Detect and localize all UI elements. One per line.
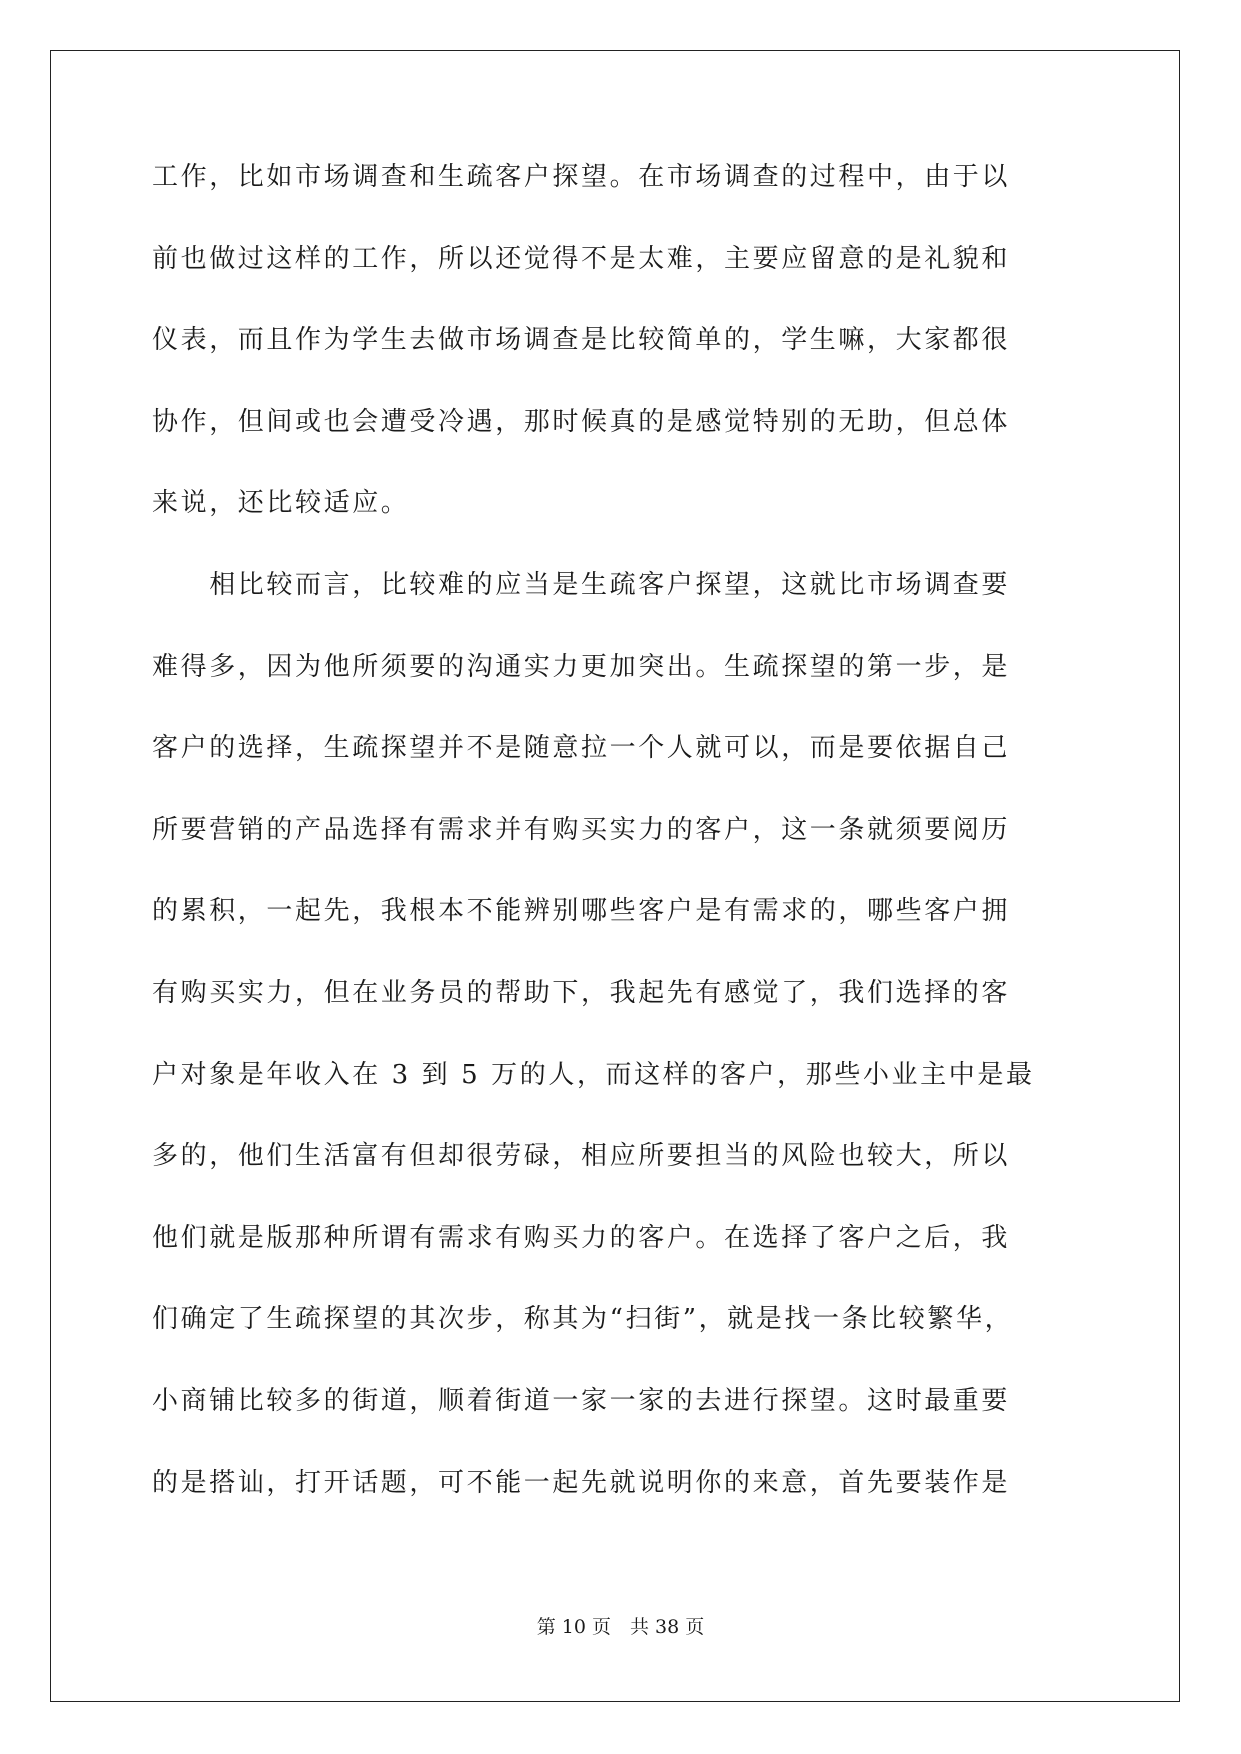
text-line: 协作，但间或也会遭受冷遇，那时候真的是感觉特别的无助，但总体 (152, 406, 1011, 437)
text-line: 小商铺比较多的街道，顺着街道一家一家的去进行探望。这时最重要 (152, 1385, 1011, 1416)
text-line: 他们就是版那种所谓有需求有购买力的客户。在选择了客户之后，我 (152, 1222, 1011, 1253)
text-line: 所要营销的产品选择有需求并有购买实力的客户，这一条就须要阅历 (152, 814, 1011, 845)
text-line: 们确定了生疏探望的其次步，称其为“扫街”，就是找一条比较繁华， (152, 1304, 1014, 1335)
text-line: 难得多，因为他所须要的沟通实力更加突出。生疏探望的第一步，是 (152, 651, 1011, 682)
text-line: 工作，比如市场调查和生疏客户探望。在市场调查的过程中，由于以 (152, 162, 1011, 192)
text-line: 的累积，一起先，我根本不能辨别哪些客户是有需求的，哪些客户拥 (152, 896, 1011, 927)
text-line: 来说，还比较适应。 (152, 488, 410, 519)
text-line: 相比较而言，比较难的应当是生疏客户探望，这就比市场调查要 (152, 569, 1011, 600)
text-line: 的是搭讪，打开话题，可不能一起先就说明你的来意，首先要装作是 (152, 1467, 1011, 1498)
text-line: 仪表，而且作为学生去做市场调查是比较简单的，学生嘛，大家都很 (152, 325, 1011, 356)
text-line: 有购买实力，但在业务员的帮助下，我起先有感觉了，我们选择的客 (152, 977, 1011, 1008)
page-number-footer: 第 10 页 共 38 页 (536, 1616, 705, 1638)
text-line: 客户的选择，生疏探望并不是随意拉一个人就可以，而是要依据自己 (152, 733, 1011, 764)
text-line: 多的，他们生活富有但却很劳碌，相应所要担当的风险也较大，所以 (152, 1141, 1011, 1172)
text-line: 前也做过这样的工作，所以还觉得不是太难，主要应留意的是礼貌和 (152, 243, 1011, 274)
body-text (152, 164, 1092, 1551)
text-line: 户对象是年收入在 3 到 5 万的人，而这样的客户，那些小业主中是最 (152, 1059, 1035, 1090)
